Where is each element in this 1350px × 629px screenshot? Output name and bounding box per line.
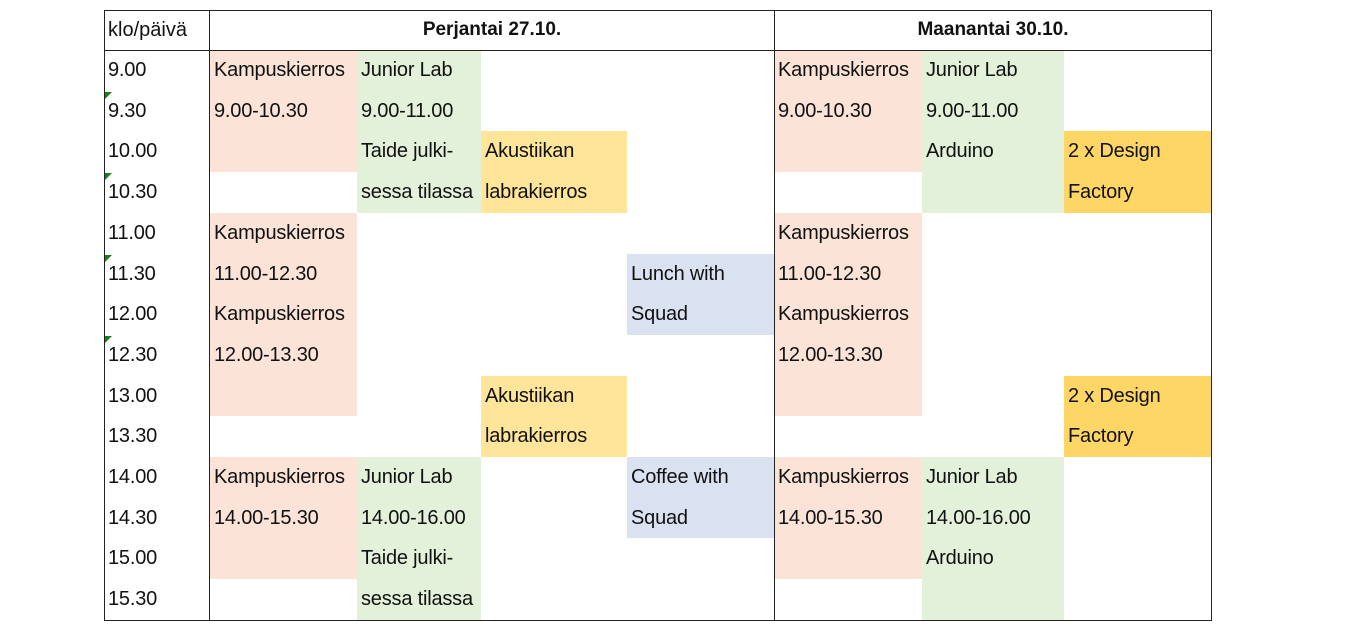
event-text: 14.00-16.00 [926,506,1031,529]
time-label: 13.30 [108,425,158,448]
event-text: Kampuskierros [778,466,909,488]
day-header-friday: Perjantai 27.10. [422,19,562,40]
time-label: 10.30 [108,181,158,204]
event-text: 11.00-12.30 [778,262,882,285]
time-label: 15.00 [108,547,158,570]
event-text: 14.00-16.00 [361,506,466,529]
event-text: Squad [631,303,688,326]
event-text: Junior Lab [361,59,453,81]
event-text: 14.00-15.30 [214,506,319,529]
event-text: 2 x Design [1068,384,1161,407]
comment-indicator-icon[interactable] [104,92,112,100]
event-text: 9.00-11.00 [926,99,1019,122]
event-text: Kampuskierros [214,303,345,326]
event-text: 12.00-13.30 [214,343,319,366]
event-text: Arduino [926,547,994,570]
table-top-border [104,10,1212,11]
event-text: Kampuskierros [778,221,909,244]
event-text: 2 x Design [1068,140,1161,163]
comment-indicator-icon[interactable] [104,255,112,263]
event-text: sessa tilassa [361,588,473,611]
schedule-table [104,10,1212,620]
event-text: Akustiikan [485,384,575,407]
table-right-border [1211,10,1212,620]
event-text: Taide julki- [361,547,454,570]
time-label: 9.00 [108,59,147,81]
time-label: 9.30 [108,99,147,122]
event-text: Akustiikan [485,140,575,163]
header-bottom-border [104,50,1212,51]
event-text: Taide julki- [361,140,454,163]
day-header-monday: Maanantai 30.10. [917,19,1069,40]
event-text: 9.00-11.00 [361,99,454,122]
event-text: labrakierros [485,425,588,448]
event-text: Kampuskierros [214,221,345,244]
event-text: Factory [1068,181,1134,204]
event-text: Kampuskierros [778,59,909,81]
event-text: Kampuskierros [778,303,909,326]
corner-header: klo/päivä [108,19,187,41]
time-label: 11.00 [108,221,156,244]
event-text: 12.00-13.30 [778,343,883,366]
event-text: 9.00-10.30 [214,99,308,122]
time-label: 15.30 [108,588,158,611]
event-text: 14.00-15.30 [778,506,883,529]
time-label: 12.30 [108,343,158,366]
event-text: Junior Lab [361,466,453,488]
event-text: Factory [1068,425,1134,448]
event-text: sessa tilassa [361,181,473,204]
event-text: Junior Lab [926,59,1018,81]
event-text: 11.00-12.30 [214,262,318,285]
time-label: 11.30 [108,262,156,285]
event-text: labrakierros [485,181,588,204]
event-text: Kampuskierros [214,59,345,81]
time-label: 14.00 [108,466,158,488]
comment-indicator-icon[interactable] [104,173,112,181]
time-label: 14.30 [108,506,158,529]
event-text: Lunch with [631,262,725,285]
event-text: Coffee with [631,466,729,488]
day-separator-border [774,10,775,620]
time-label: 13.00 [108,384,158,407]
table-left-border [104,10,105,620]
time-label: 12.00 [108,303,158,326]
event-text: Kampuskierros [214,466,345,488]
time-label: 10.00 [108,140,158,163]
event-text: Arduino [926,140,994,163]
table-bottom-border [104,620,1212,621]
event-text: Junior Lab [926,466,1018,488]
time-column-border [209,10,210,620]
event-text: 9.00-10.30 [778,99,872,122]
event-text: Squad [631,506,688,529]
comment-indicator-icon[interactable] [104,336,112,344]
